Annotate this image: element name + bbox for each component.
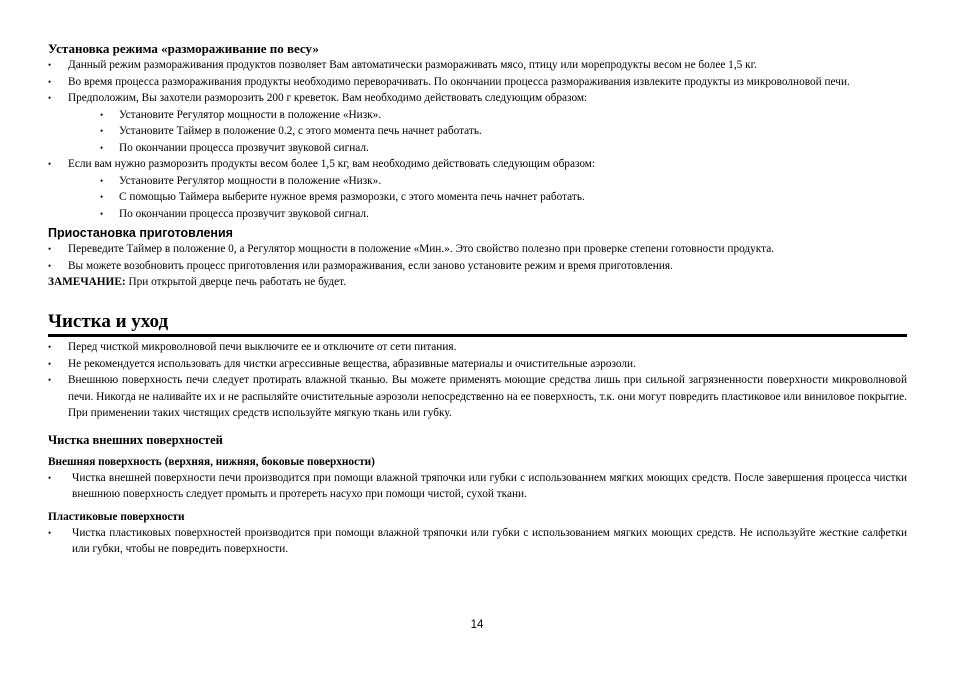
sub-list-item: • С помощью Таймера выберите нужное время разморозки, с этого момента печь начнет работать. bbox=[48, 189, 907, 206]
sub-list-item: • Установите Регулятор мощности в положение «Низк». bbox=[48, 107, 907, 124]
plastic-surface-list bbox=[48, 525, 907, 558]
subsection-title-outer: Внешняя поверхность (верхняя, нижняя, боковые поверхности) bbox=[48, 455, 375, 468]
sub-list-item: • По окончании процесса прозвучит звуковой сигнал. bbox=[48, 140, 907, 157]
list-item: • Переведите Таймер в положение 0, а Регулятор мощности в положение «Мин.». Это свойство полезно при проверке степени готовности продукта. bbox=[48, 241, 907, 258]
list-item: • Чистка пластиковых поверхностей производится при помощи влажной тряпочки или губки с использованием мягких моющих средств. Не используйте жесткие салфетки или губки, чтобы не повредить поверхности. bbox=[48, 525, 907, 558]
section-title-weight-defrost: Установка режима «размораживание по весу» bbox=[48, 41, 319, 56]
list-item: • Перед чисткой микроволновой печи выключите ее и отключите от сети питания. bbox=[48, 339, 907, 356]
pause-list bbox=[48, 241, 907, 274]
section-title-cleaning: Чистка и уход bbox=[48, 310, 907, 337]
list-item: • Если вам нужно разморозить продукты весом более 1,5 кг, вам необходимо действовать следующим образом: bbox=[48, 156, 907, 173]
manual-page bbox=[48, 40, 907, 558]
sub-list-item: • По окончании процесса прозвучит звуковой сигнал. bbox=[48, 206, 907, 223]
sub-list-item: • Установите Таймер в положение 0.2, с этого момента печь начнет работать. bbox=[48, 123, 907, 140]
section-title-external: Чистка внешних поверхностей bbox=[48, 432, 223, 447]
note-label: ЗАМЕЧАНИЕ: bbox=[48, 276, 126, 288]
outer-surface-list bbox=[48, 470, 907, 503]
list-item: • Внешнюю поверхность печи следует протирать влажной тканью. Вы можете применять моющие средства лишь при сильной загрязненности поверхности микроволновой печи. Никогда не наливайте их и не распыляйте очистительные аэрозоли непосредственно на ее поверхность, т.к. они могут повредить пластиковое или виниловое покрытие. При применении таких чистящих средств используйте мягкую ткань или губку. bbox=[48, 372, 907, 422]
page-number: 14 bbox=[470, 619, 484, 631]
list-item: • Данный режим размораживания продуктов позволяет Вам автоматически размораживать мясо, птицу или морепродукты весом не более 1,5 кг. bbox=[48, 57, 907, 74]
list-item: • Чистка внешней поверхности печи производится при помощи влажной тряпочки или губки с использованием мягких моющих средств. После завершения процесса чистки внешнюю поверхность следует промыть и протереть насухо при помощи чистой, сухой ткани. bbox=[48, 470, 907, 503]
list-item: • Вы можете возобновить процесс приготовления или размораживания, если заново установите режим и время приготовления. bbox=[48, 258, 907, 275]
section-title-pause: Приостановка приготовления bbox=[48, 226, 233, 240]
list-item: • Во время процесса размораживания продукты необходимо переворачивать. По окончании процесса размораживания извлеките продукты из микроволновой печи. bbox=[48, 74, 907, 91]
note-text: При открытой дверце печь работать не будет. bbox=[125, 276, 347, 288]
list-item: • Не рекомендуется использовать для чистки агрессивные вещества, абразивные материалы и очистительные аэрозоли. bbox=[48, 356, 907, 373]
cleaning-list bbox=[48, 339, 907, 422]
sub-list-item: • Установите Регулятор мощности в положение «Низк». bbox=[48, 173, 907, 190]
note bbox=[48, 274, 907, 290]
weight-defrost-list bbox=[48, 57, 907, 222]
subsection-title-plastic: Пластиковые поверхности bbox=[48, 510, 185, 523]
list-item: • Предположим, Вы захотели разморозить 200 г креветок. Вам необходимо действовать следующим образом: bbox=[48, 90, 907, 107]
